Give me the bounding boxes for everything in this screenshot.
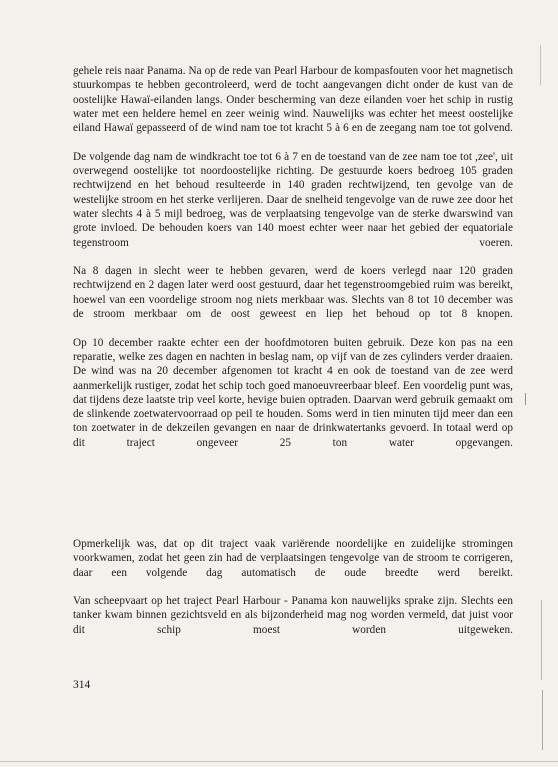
- margin-tick-mark: [525, 393, 526, 405]
- paragraph: gehele reis naar Panama. Na op de rede van Pearl Harbour de kompasfouten voor het magnetisch stuurkompas te hebben gecontroleerd, werd de tocht aangevangen dicht onder de kust van de oostelijke Hawaï-eilanden langs. Onder bescherming van deze eilanden voer het schip in rustig water met een heldere hemel en zeer weinig wind. Nauwelijks was echter het meest oostelijke eiland Hawaï gepasseerd of de wind nam toe tot kracht 5 à 6 en de zeegang nam toe tot golvend.: [73, 65, 513, 135]
- text-block-main: [73, 64, 513, 464]
- text-block-secondary: [73, 537, 513, 651]
- paragraph: De volgende dag nam de windkracht toe tot 6 à 7 en de toestand van de zee nam toe tot ,zee', uit overwegend oostelijke tot noordoostelijke richting. De gestuurde koers bedroeg 105 graden rechtwijzend en het behoud resulteerde in 140 graden rechtwijzend, ten gevolge van de westelijke stroom en het sterke verlijeren. Daar de snelheid tengevolge van de ruwe zee door het water slechts 4 à 5 mijl bedroeg, was de verplaatsing tengevolge van de sterke dwarswind van grote invloed. De behouden koers van 140 moest echter weer naar het gebied der equatoriale tegenstroom voeren.: [73, 150, 513, 249]
- paragraph: Op 10 december raakte echter een der hoofdmotoren buiten gebruik. Deze kon pas na een reparatie, welke zes dagen en nachten in beslag nam, op vijf van de zes cylinders verder draaien. De wind was na 20 december afgenomen tot kracht 4 en ook de toestand van de zee werd aanmerkelijk rustiger, zodat het schip toch goed manoeuvreerbaar bleef. Een voordelig punt was, dat tijdens deze laatste trip veel korte, hevige buien optraden. Daarvan werd gebruik gemaakt om de slinkende zoetwatervoorraad op peil te houden. Soms werd in tien minuten tijd meer dan een ton zoetwater in de dekzeilen gevangen en naar de drinkwatertanks gevoerd. In totaal werd op dit traject ongeveer 25 ton water opgevangen.: [73, 336, 513, 449]
- paragraph: Na 8 dagen in slecht weer te hebben gevaren, werd de koers verlegd naar 120 graden rechtwijzend en 2 dagen later werd oost gestuurd, daar het tegenstroomgebied ruim was bereikt, hoewel van een voordelige stroom nog niets merkbaar was. Slechts van 8 tot 10 december was de stroom merkbaar om de oost geweest en liep het behoud op tot 8 knopen.: [73, 265, 513, 321]
- margin-scan-mark: [540, 45, 541, 85]
- paragraph: Van scheepvaart op het traject Pearl Harbour - Panama kon nauwelijks sprake zijn. Slechts een tanker kwam binnen gezichtsveld en als bijzonderheid mag nog worden vermeld, dat juist voor dit schip moest worden uitgeweken.: [73, 595, 513, 636]
- margin-scan-mark: [542, 690, 543, 750]
- margin-scan-mark: [541, 600, 542, 680]
- paragraph: Opmerkelijk was, dat op dit traject vaak variërende noordelijke en zuidelijke stromingen voorkwamen, zodat het geen zin had de verplaatsingen tengevolge van de stroom te corrigeren, daar een volgende dag automatisch de oude breedte werd bereikt.: [73, 538, 513, 579]
- page-edge-line: [0, 761, 558, 762]
- page-number: 314: [73, 679, 91, 691]
